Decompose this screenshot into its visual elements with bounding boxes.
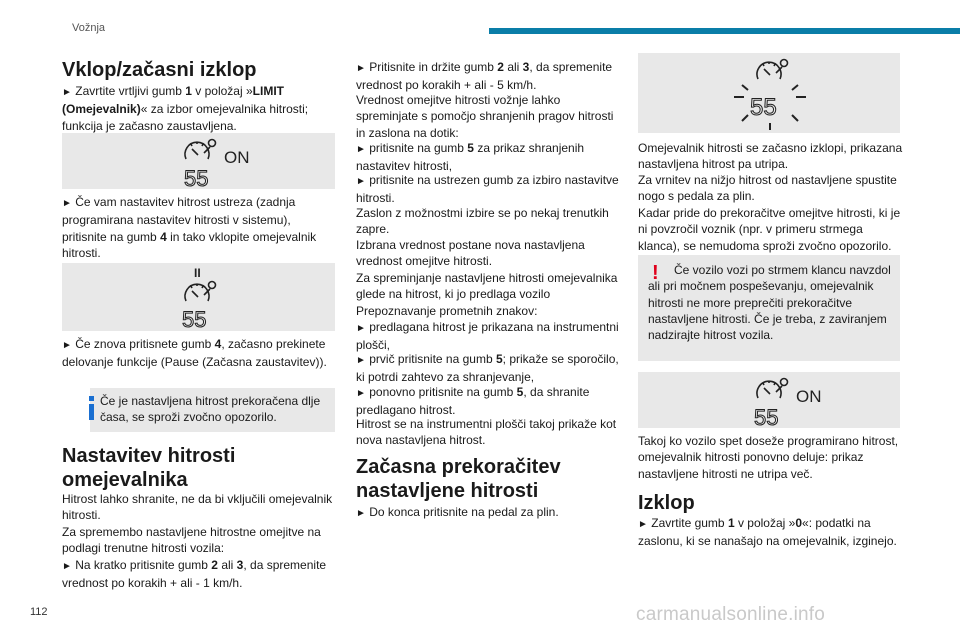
warning-icon: ! <box>652 262 659 284</box>
heading-temporary-exceed: Začasna prekoračitev nastavljene hitrosti <box>356 456 561 502</box>
paragraph-pause: ► Če znova pritisnete gumb 4, začasno prekinete delovanje funkcije (Pause (Začasna zaustavitev)). <box>62 337 327 370</box>
speed-limiter-gauge-icon <box>638 53 900 133</box>
speed-digits: 55 <box>750 94 777 121</box>
paragraph-accelerator: ► Do konca pritisnite na pedal za plin. <box>356 505 559 519</box>
info-box <box>90 388 335 432</box>
speed-limiter-gauge-icon <box>62 133 335 189</box>
watermark: carmanualsonline.info <box>636 604 826 625</box>
speed-digits: 55 <box>754 405 779 428</box>
paragraph-first-press: ► prvič pritisnite na gumb 5; prikaže se sporočilo, ki potrdi zahtevo za shranjevanje, <box>356 352 619 385</box>
warning-box <box>638 255 900 361</box>
speed-limiter-gauge-icon <box>62 263 335 331</box>
paragraph-resumes: Takoj ko vozilo spet doseže programirano hitrost, omejevalnik hitrosti ponovno deluje: prikaz nastavljene hitrosti ne utripa več. <box>638 434 899 481</box>
on-label: ON <box>224 148 250 167</box>
paragraph-long-press: ► Pritisnite in držite gumb 2 ali 3, da spremenite vrednost po korakih + ali - 5 km/h. <box>356 60 613 93</box>
paragraph-activate: ► Če vam nastavitev hitrost ustreza (zadnja programirana nastavitev hitrosti v sistemu), pritisnite na gumb 4 in tako vklopite omejevalnik hitrosti. <box>62 195 317 260</box>
paragraph-select-button: ► pritisnite na ustrezen gumb za izbiro nastavitve hitrosti. <box>356 173 619 206</box>
speed-digits: 55 <box>182 307 207 331</box>
paragraph-change-limit: Za spremembo nastavljene hitrostne omejitve na podlagi trenutne hitrosti vozila: <box>62 525 321 556</box>
heading-on-off: Vklop/začasni izklop <box>62 59 257 81</box>
paragraph-short-press: ► Na kratko pritisnite gumb 2 ali 3, da spremenite vrednost po korakih + ali - 1 km/h. <box>62 558 327 591</box>
paragraph-screen-closes: Zaslon z možnostmi izbire se po nekaj trenutkih zapre. <box>356 206 609 237</box>
heading-off: Izklop <box>638 492 695 514</box>
speed-limiter-gauge-icon <box>638 372 900 428</box>
paragraph-press-5: ► pritisnite na gumb 5 za prikaz shranjenih nastavitev hitrosti, <box>356 141 585 174</box>
heading-set-speed: Nastavitev hitrosti omejevalnika <box>62 445 236 491</box>
paragraph-sign-recognition: Za spreminjanje nastavljene hitrosti omejevalnika glede na hitrost, ki jo predlaga vozilo Prepoznavanje prometnih znakov: <box>356 271 618 318</box>
info-text: Če je nastavljena hitrost prekoračena dlje časa, se sproži zvočno opozorilo. <box>100 394 321 425</box>
paragraph-temporarily-off: Omejevalnik hitrosti se začasno izklopi, prikazana nastavljena hitrost pa utripa. <box>638 141 903 172</box>
paragraph-proposed-speed: ► predlagana hitrost je prikazana na instrumentni plošči, <box>356 320 619 353</box>
warning-text: Če vozilo vozi po strmem klancu navzdol ali pri močnem pospeševanju, omejevalnik hitrosti ne more preprečiti prekoračitve nastavljene hitrosti. Če je treba, z zaviranjem nadzirajte hitrost vozila. <box>648 263 891 343</box>
paragraph-second-press: ► ponovno pritisnite na gumb 5, da shranite predlagano hitrost. <box>356 385 590 418</box>
info-icon <box>88 396 94 420</box>
bullet-arrow: ► <box>62 87 72 98</box>
display-illustration-on <box>62 133 335 189</box>
page-number: 112 <box>30 606 48 618</box>
paragraph-turn-off: ► Zavrtite gumb 1 v položaj »0«: podatki na zaslonu, ki se nanašajo na omejevalnik, izginejo. <box>638 516 897 549</box>
speed-digits: 55 <box>184 166 209 189</box>
paragraph-select-limit: ► Zavrtite vrtljivi gumb 1 v položaj »LIMIT (Omejevalnik)« za izbor omejevalnika hitrosti; funkcija je začasno zaustavljena. <box>62 84 309 133</box>
pause-label: II <box>194 266 201 280</box>
header-accent-bar <box>489 28 960 34</box>
display-illustration-pause <box>62 263 335 331</box>
header-section-title: Vožnja <box>72 22 106 34</box>
paragraph-instrument-panel: Hitrost se na instrumentni plošči takoj prikaže kot nova nastavljena hitrost. <box>356 417 617 448</box>
paragraph-exceed-warning: Kadar pride do prekoračitve omejitve hitrosti, ki je ni povzročil voznik (npr. v primeru strmega klanca), se nemudoma sproži zvočno opozorilo. <box>638 206 901 253</box>
paragraph-touchscreen: Vrednost omejitve hitrosti vožnje lahko spreminjate s pomočjo shranjenih pragov hitrosti in zaslona na dotik: <box>356 93 614 140</box>
paragraph-store-speed: Hitrost lahko shranite, ne da bi vključili omejevalnik hitrosti. <box>62 492 333 523</box>
display-illustration-on-2 <box>638 372 900 428</box>
paragraph-release-pedal: Za vrnitev na nižjo hitrost od nastavljene spustite nogo s pedala za plin. <box>638 173 897 204</box>
on-label: ON <box>796 387 822 406</box>
display-illustration-flashing <box>638 53 900 133</box>
paragraph-new-value: Izbrana vrednost postane nova nastavljena vrednost omejitve hitrosti. <box>356 238 585 269</box>
